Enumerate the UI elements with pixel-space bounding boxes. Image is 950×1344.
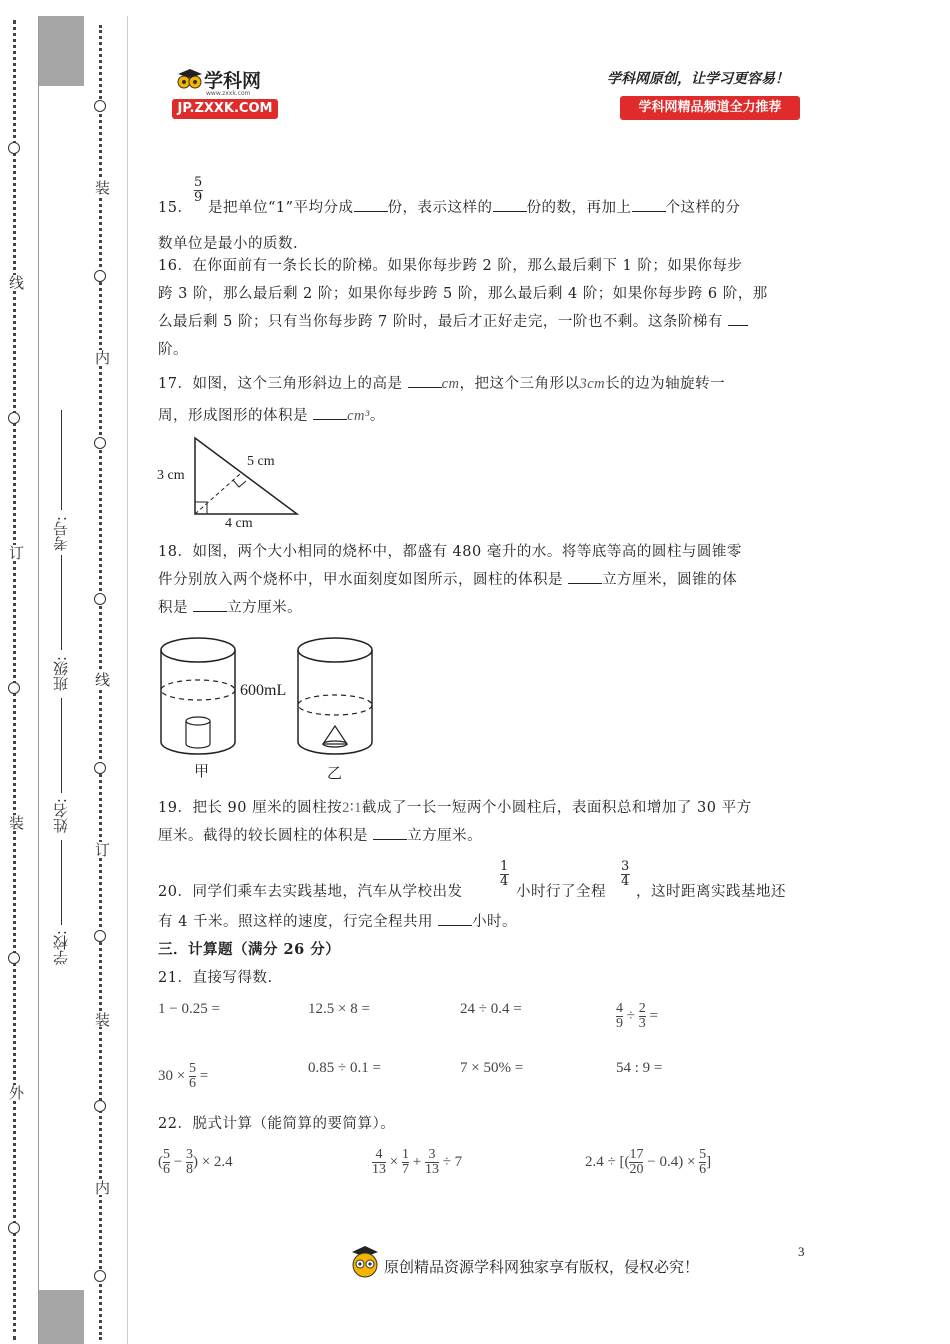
logo-site: JP.ZXXK.COM [172,99,278,119]
name-line [61,698,62,793]
q20-frac-1 [500,860,509,889]
q22-expr-1 [158,1148,233,1177]
binding-label-wai: 外 [7,1085,25,1100]
q20-f1-den: 4 [500,874,509,889]
inner-circle [94,593,106,605]
section-3-title: 三．计算题（满分 26 分） [158,941,341,958]
q22-e1-d1: 6 [163,1162,170,1177]
q16-blank[interactable] [728,309,748,326]
school-line [61,840,62,925]
question-15 [158,174,808,258]
q22-expr-3 [585,1148,711,1177]
q16-line2: 跨 3 阶，那么最后剩 2 阶；如果你每步跨 5 阶，那么最后剩 4 阶；如果你每步跨 6 阶，那 [158,286,768,302]
q17-text-c: 长的边为轴旋转一 [605,376,726,392]
q20-blank[interactable] [438,909,472,926]
q22-e1-tail: ) × 2.4 [192,1153,233,1170]
q15-fraction [194,176,203,205]
q20-text-a: 20．同学们乘车去实践基地，汽车从学校出发 [158,884,463,900]
q21-item-5: 7 × 50% = [460,1060,524,1076]
name-label: 姓名: [52,798,70,834]
q15-frac-den: 9 [194,190,203,205]
q21-item-6: 54 : 9 = [616,1060,663,1076]
inner-label-nei2: 内 [93,1180,111,1195]
question-17 [158,368,808,432]
q18-line2b: 立方厘米，圆锥的体 [602,572,738,588]
inner-circle [94,437,106,449]
q21-frac-item [616,1002,658,1031]
q22-e1-open: ( [158,1153,163,1170]
q18-blank-1[interactable] [568,567,602,584]
q20-frac-2 [621,860,630,889]
q15-text-c: 份的数，再加上 [526,200,632,216]
q18-beakers-figure [158,632,388,784]
q19-text-a: 19．把长 90 厘米的圆柱按 [158,800,343,816]
question-19 [158,794,808,850]
recommend-badge: 学科网精品频道全力推荐 [620,96,800,120]
q17-text-e: 。 [369,408,385,424]
q17-unit-cm: cm [441,376,460,392]
q21-f2-d: 6 [188,1076,196,1091]
outer-circle [8,682,20,694]
q22-e2-op1: × [389,1153,399,1170]
exam-no-label: 考号: [52,516,70,552]
q21-title: 21．直接写得数. [158,970,273,986]
logo-name: 学科网 [204,70,262,92]
outer-dotted-line [13,20,20,1340]
q15-number: 15． [158,200,193,216]
q22-e3-pre: 2.4 ÷ [( [585,1153,630,1170]
q22-e3-n1: 17 [629,1147,644,1162]
inner-label-zhuang: 装 [93,180,111,195]
outer-circle [8,1222,20,1234]
q18-line2a: 件分别放入两个烧杯中，甲水面刻度如图所示，圆柱的体积是 [158,572,563,588]
q18-blank-2[interactable] [193,595,227,612]
q20-text-e: 小时。 [472,914,518,930]
q20-text-d: 有 4 千米。照这样的速度，行完全程共用 [158,914,433,930]
q21-item-4: 0.85 ÷ 0.1 = [308,1060,381,1076]
q21-f-n2: 2 [638,1001,646,1016]
q17-label-left: 3 cm [157,468,185,483]
q22-e2-d2: 7 [401,1162,409,1177]
q21-f2-eq: = [199,1067,209,1084]
q18-line3a: 积是 [158,600,188,616]
q16-line4: 阶。 [158,342,188,358]
q18-line1: 18．如图，两个大小相同的烧杯中，都盛有 480 毫升的水。将等底等高的圆柱与圆锥零 [158,544,742,560]
inner-circle [94,270,106,282]
q20-text-b: 小时行了全程 [516,884,606,900]
q21-f-op: ÷ [626,1007,635,1024]
q22-expr-2 [372,1148,462,1177]
q15-blank-2[interactable] [493,195,527,212]
q15-text-d: 个这样的分 [665,200,741,216]
q22-e2-n1: 4 [375,1147,383,1162]
q21-f2-n: 5 [188,1061,196,1076]
q21-f2-pre: 30 × [158,1067,186,1084]
question-18 [158,538,808,622]
q19-text-b: 截成了一长一短两个小圆柱后，表面积总和增加了 30 平方 [361,800,752,816]
q17-label-bottom: 4 cm [225,516,253,531]
inner-circle [94,100,106,112]
q22-e2-tail: ÷ 7 [442,1153,463,1170]
q22-e1-op: − [173,1153,183,1170]
q18-label-yi: 乙 [327,764,343,782]
question-16 [158,252,808,364]
q21-f-d2: 3 [638,1016,646,1031]
q22-e3-d2: 6 [699,1162,707,1177]
logo [172,66,282,124]
q19-ratio: 2∶1 [342,800,362,816]
q20-text-c: ，这时距离实践基地还 [636,884,786,900]
q15-blank-1[interactable] [354,195,388,212]
footer-mascot-icon [348,1244,382,1278]
q17-length: 3cm [579,376,606,392]
q22-e1-n1: 5 [163,1147,170,1162]
q22-e2-d3: 13 [424,1162,439,1177]
binding-label-ding: 订 [7,545,25,560]
q22-e3-n2: 5 [699,1147,707,1162]
q19-text-d: 立方厘米。 [407,828,483,844]
q15-text-a: 是把单位“1”平均分成 [208,200,354,216]
q18-level-label: 600mL [240,682,287,699]
outer-circle [8,142,20,154]
class-label: 班级: [52,656,70,692]
binding-label-zhuang: 装 [7,815,25,830]
outer-circle [8,952,20,964]
q22-e2-n3: 3 [428,1147,436,1162]
q21-item-3: 24 ÷ 0.4 = [460,1001,522,1017]
inner-label-ding: 订 [93,842,111,857]
q22-e2-n2: 1 [401,1147,409,1162]
q20-f1-num: 1 [500,859,509,874]
q15-text-b: 份，表示这样的 [387,200,493,216]
class-line [61,555,62,650]
q17-text-d: 周，形成图形的体积是 [158,408,308,424]
q22-e3-mid: − 0.4) × [647,1153,696,1170]
q15-blank-3[interactable] [632,195,666,212]
q17-label-hyp: 5 cm [247,454,275,469]
exam-no-line [61,410,62,510]
q17-triangle-figure [155,436,315,536]
logo-url-small: www.zxxk.com [206,90,251,97]
slogan: 学科网原创，让学习更容易！ [607,71,789,87]
question-20 [158,856,808,936]
inner-circle [94,1100,106,1112]
inner-label-xian: 线 [93,672,111,687]
q21-frac-item-2 [158,1062,208,1091]
q22-e3-tail: ] [706,1153,712,1170]
inner-circle [94,1270,106,1282]
q19-blank[interactable] [373,823,407,840]
school-label: 学校: [52,930,70,966]
q19-text-c: 厘米。截得的较长圆柱的体积是 [158,828,368,844]
q22-e1-d2: 8 [185,1162,193,1177]
outer-circle [8,412,20,424]
q22-e3-d1: 20 [629,1162,644,1177]
logo-mascot-icon [176,68,204,92]
q17-blank-2[interactable] [313,403,347,420]
q21-f-eq: = [649,1007,658,1024]
q21-f-d1: 9 [616,1016,623,1031]
q16-line1: 16．在你面前有一条长长的阶梯。如果你每步跨 2 阶，那么最后剩下 1 阶；如果你每步 [158,258,743,274]
q18-label-jia: 甲 [194,762,210,780]
q21-item-2: 12.5 × 8 = [308,1001,370,1017]
q17-text-a: 17．如图，这个三角形斜边上的高是 [158,376,403,392]
footer-copyright: 原创精品资源学科网独家享有版权，侵权必究！ [384,1258,700,1276]
q15-frac-num: 5 [194,175,203,190]
q22-e2-op2: + [412,1153,422,1170]
q15-line2: 数单位是最小的质数. [158,236,299,252]
q17-unit-cm3: cm³ [347,408,370,424]
page-number: 3 [798,1244,805,1259]
q20-f2-num: 3 [621,859,630,874]
inner-circle [94,930,106,942]
q22-title: 22．脱式计算（能简算的要简算）。 [158,1116,396,1132]
inner-label-zhuang2: 装 [93,1012,111,1027]
inner-circle [94,762,106,774]
q22-e1-n2: 3 [185,1147,193,1162]
q18-line3b: 立方厘米。 [227,600,303,616]
q21-f-n1: 4 [616,1001,623,1016]
q16-line3: 么最后剩 5 阶；只有当你每步跨 7 阶时，最后才正好走完，一阶也不剩。这条阶梯有 [158,314,723,330]
binding-label-xian: 线 [7,275,25,290]
q22-e2-d1: 13 [372,1162,386,1177]
q17-text-b: ，把这个三角形以 [459,376,580,392]
q21-item-1: 1 − 0.25 = [158,1001,220,1017]
q20-f2-den: 4 [621,874,630,889]
q17-blank-1[interactable] [408,371,442,388]
inner-label-nei: 内 [93,350,111,365]
